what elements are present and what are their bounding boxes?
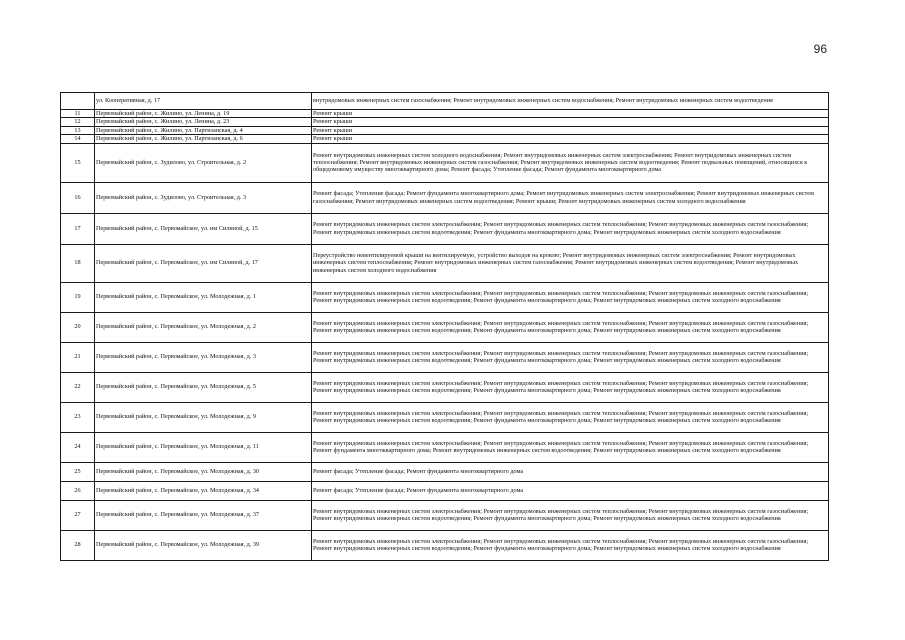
document-sheet: [60, 92, 829, 561]
row-address: Первомайский район, с. Первомайское, ул. Молодежная, д. 11: [95, 432, 312, 462]
row-works: внутридомовых инженерных систем газоснабжения; Ремонт внутридомовых инженерных систем водоснабжения; Ремонт внутридомовых инженерных систем водоотведения: [312, 93, 829, 110]
row-address: Первомайский район, с. Жилино, ул. Ленина, д. 19: [95, 110, 312, 118]
row-works: Ремонт внутридомовых инженерных систем электроснабжения; Ремонт внутридомовых инженерных систем теплоснабжения; Ремонт внутридомовых инженерных систем газоснабжения; Ремонт внутридомовых инженерных систем водоотведения; Ремонт фундамента многоквартирного дома; Ремонт внутридомовых инженерных систем холодного водоснабжения: [312, 213, 829, 244]
row-number: 20: [61, 312, 95, 342]
row-works: Ремонт крыши: [312, 135, 829, 143]
repair-program-table: [60, 92, 829, 561]
row-works: Ремонт внутридомовых инженерных систем электроснабжения; Ремонт внутридомовых инженерных систем теплоснабжения; Ремонт внутридомовых инженерных систем газоснабжения; Ремонт внутридомовых инженерных систем водоотведения; Ремонт фундамента многоквартирного дома; Ремонт внутридомовых инженерных систем холодного водоснабжения: [312, 500, 829, 530]
row-works: Переустройство невентилируемой крыши на вентилируемую, устройство выходов на кровлю; Ремонт внутридомовых инженерных систем электроснабжения; Ремонт внутридомовых инженерных систем теплоснабжения; Ремонт внутридомовых инженерных систем газоснабжения; Ремонт внутридомовых инженерных систем водоотведения; Ремонт внутридомовых инженерных систем холодного водоснабжения: [312, 244, 829, 282]
row-number: 27: [61, 500, 95, 530]
table-row: [61, 402, 829, 432]
row-works: Ремонт крыши: [312, 118, 829, 126]
row-address: Первомайский район, с. Первомайское, ул. им Силиной, д. 17: [95, 244, 312, 282]
row-number: 24: [61, 432, 95, 462]
table-row: [61, 462, 829, 481]
row-works: Ремонт крыши: [312, 126, 829, 134]
table-row: [61, 118, 829, 126]
page-number: 96: [813, 42, 827, 56]
row-works: Ремонт фасада; Утепление фасада; Ремонт фундамента многоквартирного дома: [312, 462, 829, 481]
table-row: [61, 432, 829, 462]
row-address: Первомайский район, с. Зудилово, ул. Строительная, д. 3: [95, 182, 312, 213]
row-number: 25: [61, 462, 95, 481]
row-number: 22: [61, 372, 95, 402]
row-address: Первомайский район, с. Жилино, ул. Ленина, д. 23: [95, 118, 312, 126]
row-number: [61, 93, 95, 110]
row-address: Первомайский район, с. Первомайское, ул. им Силиной, д. 15: [95, 213, 312, 244]
row-number: 26: [61, 481, 95, 500]
table-row: [61, 342, 829, 372]
row-address: Первомайский район, с. Первомайское, ул. Молодежная, д. 3: [95, 342, 312, 372]
table-row: [61, 312, 829, 342]
table-row: [61, 182, 829, 213]
table-row: [61, 500, 829, 530]
table-row: [61, 110, 829, 118]
row-works: Ремонт внутридомовых инженерных систем электроснабжения; Ремонт внутридомовых инженерных систем теплоснабжения; Ремонт внутридомовых инженерных систем газоснабжения; Ремонт внутридомовых инженерных систем водоотведения; Ремонт фундамента многоквартирного дома; Ремонт внутридомовых инженерных систем холодного водоснабжения: [312, 282, 829, 312]
row-number: 28: [61, 530, 95, 560]
table-row: [61, 135, 829, 143]
row-number: 18: [61, 244, 95, 282]
row-address: Первомайский район, с. Первомайское, ул. Молодежная, д. 1: [95, 282, 312, 312]
row-works: Ремонт внутридомовых инженерных систем электроснабжения; Ремонт внутридомовых инженерных систем теплоснабжения; Ремонт внутридомовых инженерных систем газоснабжения; Ремонт фундамента многоквартирного дома; Ремонт внутридомовых инженерных систем водоотведения; Ремонт внутридомовых инженерных систем холодного водоснабжения: [312, 432, 829, 462]
row-number: 13: [61, 126, 95, 134]
row-works: Ремонт внутридомовых инженерных систем электроснабжения; Ремонт внутридомовых инженерных систем теплоснабжения; Ремонт внутридомовых инженерных систем газоснабжения; Ремонт внутридомовых инженерных систем водоотведения; Ремонт фундамента многоквартирного дома; Ремонт внутридомовых инженерных систем холодного водоснабжения: [312, 312, 829, 342]
row-works: Ремонт крыши: [312, 110, 829, 118]
row-works: Ремонт фасада; Утепление фасада; Ремонт фундамента многоквартирного дома; Ремонт внутридомовых инженерных систем электроснабжения; Ремонт внутридомовых инженерных систем газоснабжения; Ремонт внутридомовых инженерных систем водоотведения; Ремонт крыши; Ремонт внутридомовых инженерных систем холодного водоснабжения: [312, 182, 829, 213]
row-number: 17: [61, 213, 95, 244]
row-works: Ремонт внутридомовых инженерных систем электроснабжения; Ремонт внутридомовых инженерных систем теплоснабжения; Ремонт внутридомовых инженерных систем газоснабжения; Ремонт внутридомовых инженерных систем водоотведения; Ремонт фундамента многоквартирного дома; Ремонт внутридомовых инженерных систем холодного водоснабжения: [312, 402, 829, 432]
row-address: Первомайский район, с. Первомайское, ул. Молодежная, д. 9: [95, 402, 312, 432]
row-address: Первомайский район, с. Первомайское, ул. Молодежная, д. 2: [95, 312, 312, 342]
row-address: ул. Кооперативная, д. 17: [95, 93, 312, 110]
table-row: [61, 481, 829, 500]
row-works: Ремонт внутридомовых инженерных систем холодного водоснабжения; Ремонт внутридомовых инженерных систем электроснабжения; Ремонт внутридомовых инженерных систем теплоснабжения; Ремонт внутридомовых инженерных систем газоснабжения; Ремонт внутридомовых инженерных систем водоотведения; Ремонт подвальных помещений, относящихся к общедомовому имуществу многоквартирного дома; Ремонт фасада; Утепление фасада; Ремонт фундамента многоквартирного дома: [312, 143, 829, 182]
row-works: Ремонт внутридомовых инженерных систем электроснабжения; Ремонт внутридомовых инженерных систем теплоснабжения; Ремонт внутридомовых инженерных систем газоснабжения; Ремонт внутридомовых инженерных систем водоотведения; Ремонт фундамента многоквартирного дома; Ремонт внутридомовых инженерных систем холодного водоснабжения: [312, 342, 829, 372]
row-number: 12: [61, 118, 95, 126]
row-number: 11: [61, 110, 95, 118]
row-number: 14: [61, 135, 95, 143]
row-works: Ремонт внутридомовых инженерных систем электроснабжения; Ремонт внутридомовых инженерных систем теплоснабжения; Ремонт внутридомовых инженерных систем газоснабжения; Ремонт внутридомовых инженерных систем водоотведения; Ремонт фундамента многоквартирного дома; Ремонт внутридомовых инженерных систем холодного водоснабжения: [312, 372, 829, 402]
row-address: Первомайский район, с. Первомайское, ул. Молодежная, д. 39: [95, 530, 312, 560]
table-body: [61, 93, 829, 561]
row-works: Ремонт внутридомовых инженерных систем электроснабжения; Ремонт внутридомовых инженерных систем теплоснабжения; Ремонт внутридомовых инженерных систем газоснабжения; Ремонт внутридомовых инженерных систем водоотведения; Ремонт фундамента многоквартирного дома; Ремонт внутридомовых инженерных систем холодного водоснабжения: [312, 530, 829, 560]
table-row: [61, 530, 829, 560]
row-address: Первомайский район, с. Первомайское, ул. Молодежная, д. 37: [95, 500, 312, 530]
row-number: 15: [61, 143, 95, 182]
row-address: Первомайский район, с. Первомайское, ул. Молодежная, д. 34: [95, 481, 312, 500]
row-address: Первомайский район, с. Жилино, ул. Партизанская, д. 4: [95, 126, 312, 134]
table-row: [61, 126, 829, 134]
row-works: Ремонт фасада; Утепление фасада; Ремонт фундамента многоквартирного дома: [312, 481, 829, 500]
row-number: 19: [61, 282, 95, 312]
row-address: Первомайский район, с. Жилино, ул. Партизанская, д. 6: [95, 135, 312, 143]
table-row: [61, 213, 829, 244]
table-row: [61, 282, 829, 312]
row-number: 16: [61, 182, 95, 213]
table-row: [61, 372, 829, 402]
row-address: Первомайский район, с. Первомайское, ул. Молодежная, д. 5: [95, 372, 312, 402]
row-number: 23: [61, 402, 95, 432]
table-row: [61, 143, 829, 182]
row-number: 21: [61, 342, 95, 372]
table-row: [61, 244, 829, 282]
row-address: Первомайский район, с. Зудилово, ул. Строительная, д. 2: [95, 143, 312, 182]
table-row: [61, 93, 829, 110]
row-address: Первомайский район, с. Первомайское, ул. Молодежная, д. 30: [95, 462, 312, 481]
